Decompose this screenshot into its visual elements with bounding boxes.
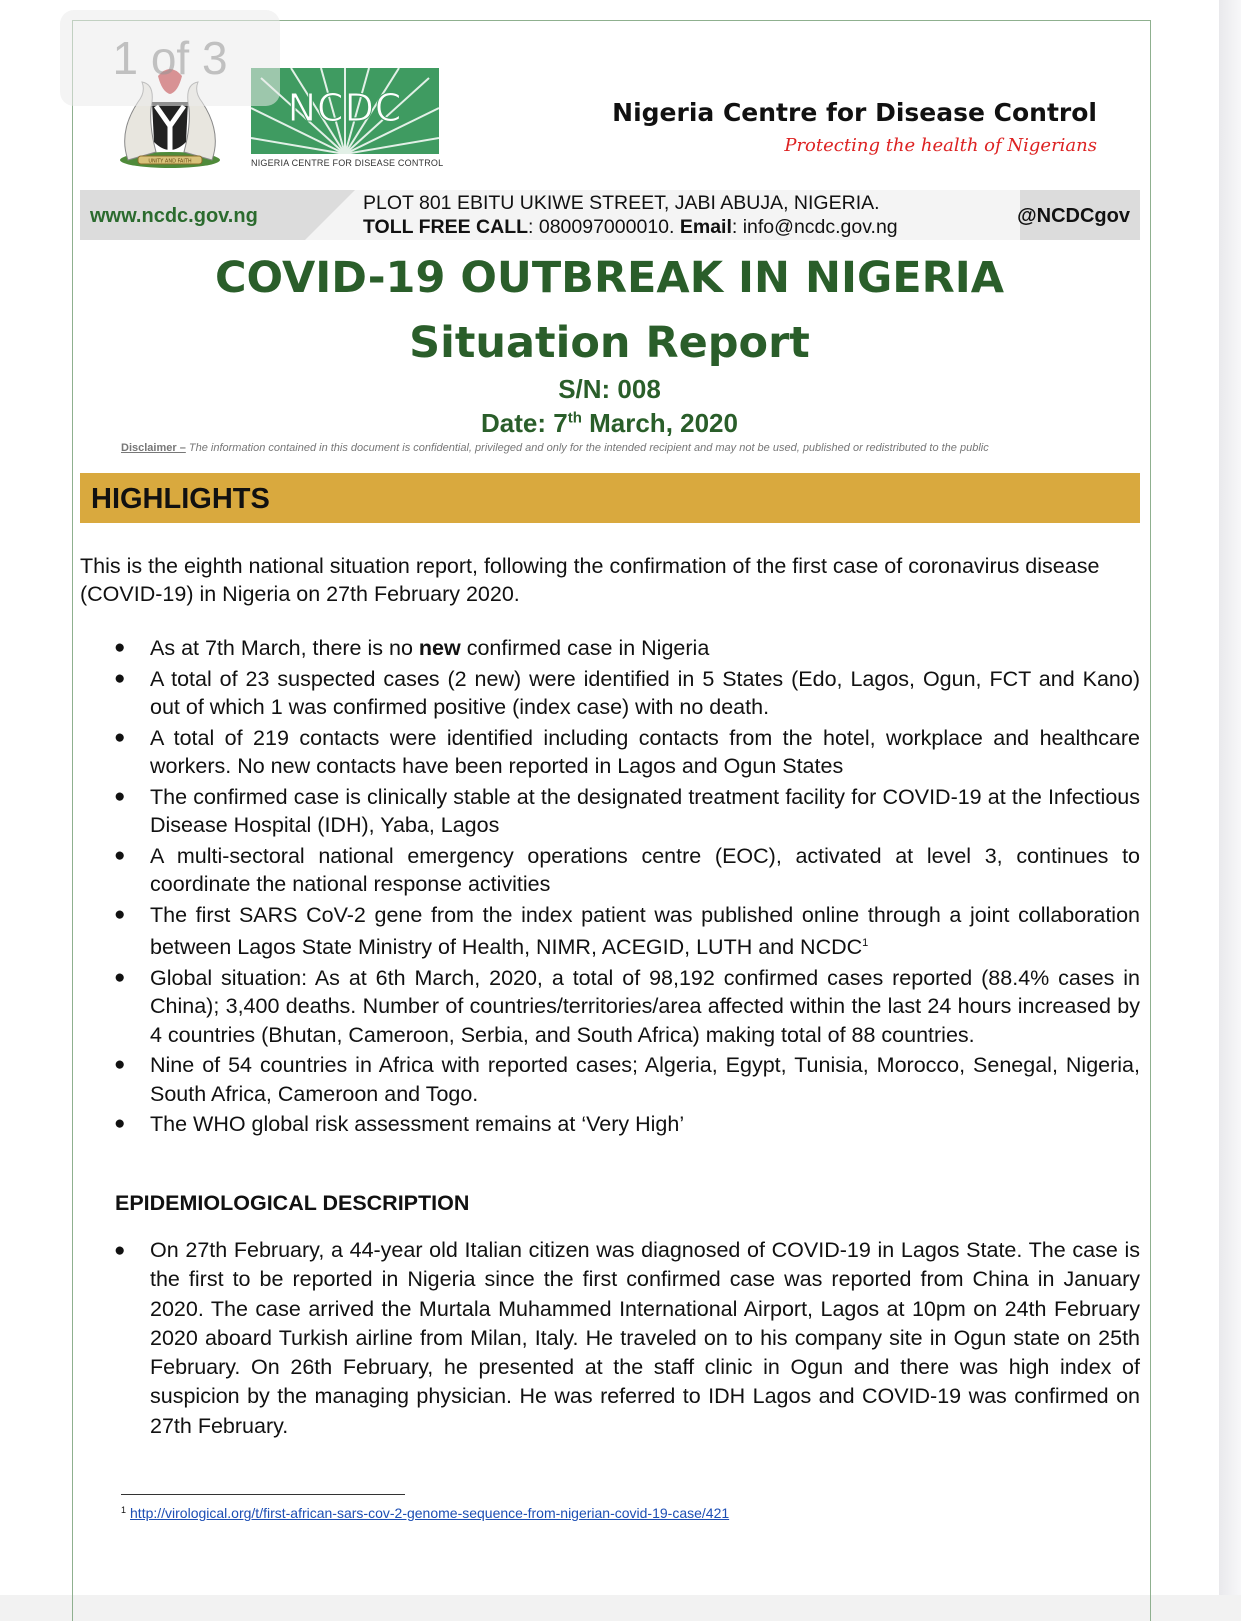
contact-address: PLOT 801 EBITU UKIWE STREET, JABI ABUJA, NIGERIA. — [363, 192, 880, 214]
footnote-marker: 1 — [862, 937, 869, 949]
disclaimer-text: The information contained in this document is confidential, privileged and only for the intended recipient and may not be used, published or redistributed to the public — [185, 442, 989, 454]
toll-free-number: : 080097000010. — [528, 216, 680, 238]
bullet-icon: ● — [114, 966, 126, 988]
list-item: ● A total of 219 contacts were identified including contacts from the hotel, workplace and healthcare workers. No new contacts have been reported in Lagos and Ogun States — [114, 725, 1140, 778]
epidemiology-heading: EPIDEMIOLOGICAL DESCRIPTION — [115, 1191, 470, 1215]
date-prefix: Date: 7 — [481, 408, 568, 438]
email-value: : info@ncdc.gov.ng — [731, 216, 898, 238]
bullet-icon: ● — [114, 844, 126, 866]
serial-number: S/N: 008 — [558, 374, 661, 404]
website-link[interactable]: www.ncdc.gov.ng — [90, 205, 258, 227]
footnote-divider — [121, 1494, 405, 1495]
list-item: ● A multi-sectoral national emergency operations centre (EOC), activated at level 3, continues to coordinate the national response activities — [114, 843, 1140, 896]
date-suffix: March, 2020 — [581, 408, 738, 438]
footnote-number: 1 — [121, 1505, 127, 1515]
bullet-icon: ● — [114, 903, 126, 925]
bullet-icon: ● — [114, 1113, 126, 1135]
date-superscript: th — [567, 409, 582, 427]
highlights-list — [80, 634, 1140, 1141]
bullet-icon: ● — [114, 1054, 126, 1076]
email-label: Email — [679, 216, 732, 238]
twitter-handle: @NCDCgov — [1017, 205, 1130, 227]
bullet-icon: ● — [114, 667, 126, 689]
report-title: COVID-19 OUTBREAK IN NIGERIA — [214, 253, 1004, 303]
list-item: ● Nine of 54 countries in Africa with reported cases; Algeria, Egypt, Tunisia, Morocco, Senegal, Nigeria, South Africa, Cameroon and Togo. — [114, 1053, 1140, 1106]
bullet-icon: ● — [114, 785, 126, 807]
organization-tagline: Protecting the health of Nigerians — [784, 135, 1097, 156]
contact-bar — [80, 190, 1140, 240]
list-item: ● The confirmed case is clinically stable at the designated treatment facility for COVID-19 at the Infectious Disease Hospital (IDH), Yaba, Lagos — [114, 784, 1140, 837]
toll-free-label: TOLL FREE CALL — [363, 216, 529, 238]
list-item: ● On 27th February, a 44-year old Italian citizen was diagnosed of COVID-19 in Lagos State. The case is the first to be reported in Nigeria since the first confirmed case was reported from China in January 2020. The case arrived the Murtala Muhammed International Airport, Lagos at 10pm on 24th February 2020 aboard Turkish airline from Milan, Italy. He traveled on to his company site in Ogun state on 25th February. On 26th February, he presented at the staff clinic in Ogun and there was high index of suspicion by the managing physician. He was referred to IDH Lagos and COVID-19 was confirmed on 27th February. — [114, 1238, 1140, 1438]
list-item: ● A total of 23 suspected cases (2 new) were identified in 5 States (Edo, Lagos, Ogun, FCT and Kano) out of which 1 was confirmed positive (index case) with no death. — [114, 666, 1140, 719]
page-indicator: 1 of 3 — [60, 10, 280, 106]
bullet-icon: ● — [114, 637, 126, 658]
disclaimer-label: Disclaimer – — [121, 442, 186, 454]
highlights-heading: HIGHLIGHTS — [91, 483, 270, 515]
footnote — [121, 1505, 729, 1521]
viewer-scroll-edge — [1219, 0, 1241, 1595]
contact-phone-email — [363, 216, 898, 239]
highlights-banner — [80, 473, 1140, 523]
coat-of-arms-motto: UNITY AND FAITH — [148, 158, 192, 165]
list-item: ● As at 7th March, there is no new confirmed case in Nigeria — [80, 634, 1140, 663]
epidemiology-list — [80, 1236, 1140, 1443]
highlights-intro: This is the eighth national situation report, following the confirmation of the first case of coronavirus disease (COVID-19) in Nigeria on 27th February 2020. — [80, 554, 1100, 606]
disclaimer — [121, 442, 1121, 454]
report-date — [0, 408, 1219, 439]
bullet-icon: ● — [114, 1240, 126, 1261]
bullet-icon: ● — [114, 726, 126, 748]
report-subtitle: Situation Report — [409, 318, 810, 368]
list-item: ● The WHO global risk assessment remains at ‘Very High’ — [80, 1110, 1140, 1139]
organization-name: Nigeria Centre for Disease Control — [612, 98, 1097, 127]
footnote-link[interactable]: http://virological.org/t/first-african-sars-cov-2-genome-sequence-from-nigerian-covid-19-case/421 — [130, 1505, 730, 1521]
ncdc-logo-text: NCDC — [287, 86, 403, 130]
list-item: ● Global situation: As at 6th March, 2020, a total of 98,192 confirmed cases reported (88.4% cases in China); 3,400 deaths. Number of countries/territories/area affected within the last 24 hours increased by 4 countries (Bhutan, Cameroon, Serbia, and South Africa) making total of 88 countries. — [114, 965, 1140, 1047]
list-item: ● The first SARS CoV-2 gene from the index patient was published online through a joint collaboration between Lagos State Ministry of Health, NIMR, ACEGID, LUTH and NCDC$^1$ — [114, 902, 1140, 960]
ncdc-logo-caption: NIGERIA CENTRE FOR DISEASE CONTROL — [251, 158, 444, 168]
